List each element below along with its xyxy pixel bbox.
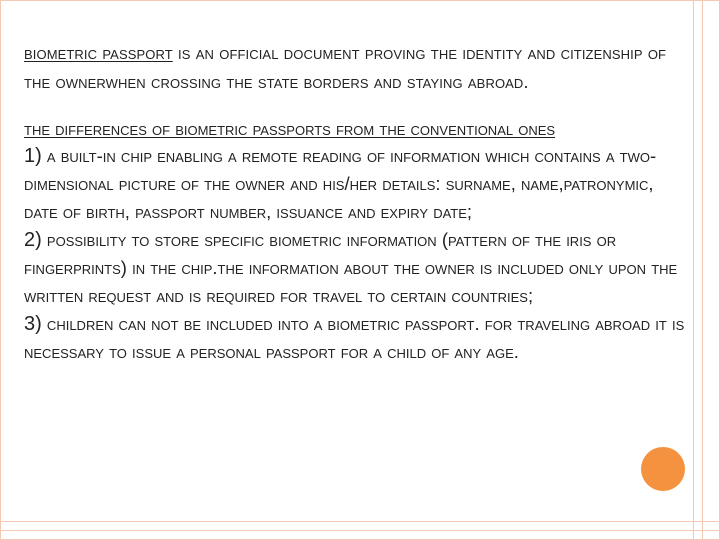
right-decorative-band bbox=[693, 0, 703, 540]
item-text: children can not be included into a biometric passport. for traveling abroad it is necessary to issue a personal passport for a child of any age. bbox=[24, 313, 685, 362]
intro-term: biometric passport bbox=[24, 42, 173, 63]
bottom-decorative-band bbox=[0, 521, 720, 531]
item-number: 1) bbox=[24, 145, 42, 167]
slide-content bbox=[24, 38, 688, 366]
intro-paragraph bbox=[24, 38, 688, 96]
intro-text: is an official document proving the identity and citizenship of the ownerwhen crossing the state borders and staying abroad. bbox=[24, 42, 667, 92]
item-number: 3) bbox=[24, 313, 42, 335]
item-number: 2) bbox=[24, 229, 42, 251]
difference-item-2 bbox=[24, 226, 688, 310]
difference-item-1 bbox=[24, 142, 688, 226]
item-text: a built-in chip enabling a remote reading of information which contains a two-dimensional picture of the owner and his/her details: surname, name,patronymic, date of birth, passport number, issuance and expiry date; bbox=[24, 145, 657, 222]
item-text: possibility to store specific biometric information (pattern of the iris or fingerprints) in the chip.the information about the owner is included only upon the written request and is required for travel to certain countries; bbox=[24, 229, 678, 306]
orange-circle-decoration bbox=[641, 447, 685, 491]
differences-title: the differences of biometric passports from the conventional ones bbox=[24, 118, 556, 139]
difference-item-3 bbox=[24, 310, 688, 366]
